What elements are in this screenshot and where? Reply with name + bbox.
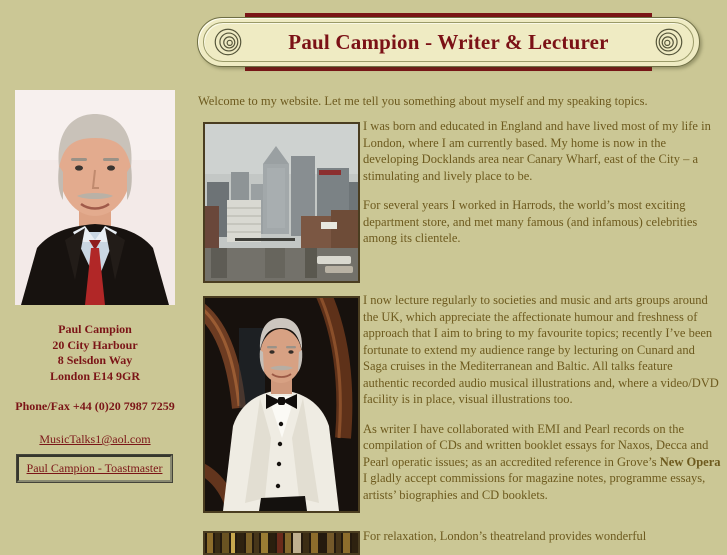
email-link[interactable]: MusicTalks1@aol.com	[39, 432, 151, 446]
para-born-educated: I was born and educated in England and have lived most of my life in London, where I am currently based. My home is now in the developing Docklands area near Canary Wharf, east of the City – a stimulating and lively place to be.	[363, 119, 711, 183]
banner-scroll	[197, 17, 700, 67]
para-harrods: For several years I worked in Harrods, the world’s most exciting department store, and met many famous (and infamous) celebrities among its clientele.	[363, 198, 698, 245]
theatre-photo	[203, 531, 360, 555]
address-line-way: 8 Selsdon Way	[57, 353, 133, 367]
email-link-wrap	[0, 430, 190, 448]
address-block	[0, 322, 190, 384]
phone-fax-line: Phone/Fax +44 (0)20 7987 7259	[15, 399, 175, 413]
welcome-text: Welcome to my website. Let me tell you something about myself and my speaking topics.	[198, 94, 648, 108]
address-line-name: Paul Campion	[58, 322, 132, 336]
toastmaster-link[interactable]: Paul Campion - Toastmaster	[26, 461, 163, 475]
toastmaster-button[interactable]	[17, 455, 172, 482]
para-lecture: I now lecture regularly to societies and music and arts groups around the UK, which appreciate the affectionate humour and freshness of approach that I aim to bring to my favourite topics; recently I’ve been fortunate to extend my audience range by lecturing on Cunard and Saga cruises in the Mediterranean and Baltic. All talks feature authentic recorded audio musical illustrations and, where a video/DVD facility is in place, visual illustrations too.	[363, 293, 719, 406]
para-writer-part1: As writer I have collaborated with EMI and Pearl records on the compilation of CDs and written booklet essays for Naxos, Decca and Pearl operatic issues; as an accredited reference in Grove’s	[363, 421, 709, 469]
docklands-photo	[203, 122, 360, 283]
lecture-column	[363, 292, 721, 516]
address-line-street: 20 City Harbour	[52, 337, 138, 352]
para-writer	[363, 421, 721, 504]
header-banner	[197, 12, 700, 72]
page-title: Paul Campion - Writer & Lecturer	[288, 29, 609, 54]
portrait-photo	[15, 90, 175, 305]
intro-column	[363, 118, 721, 260]
para-relaxation: For relaxation, London’s theatreland provides wonderful	[363, 529, 647, 543]
tuxedo-photo	[203, 296, 360, 513]
address-line-city: London E14 9GR	[49, 368, 141, 383]
para-writer-bold-title: New Opera	[659, 454, 721, 469]
para-writer-part2: I gladly accept commissions for magazine notes, programme essays, artists’ biographies and CD booklets.	[363, 471, 706, 502]
